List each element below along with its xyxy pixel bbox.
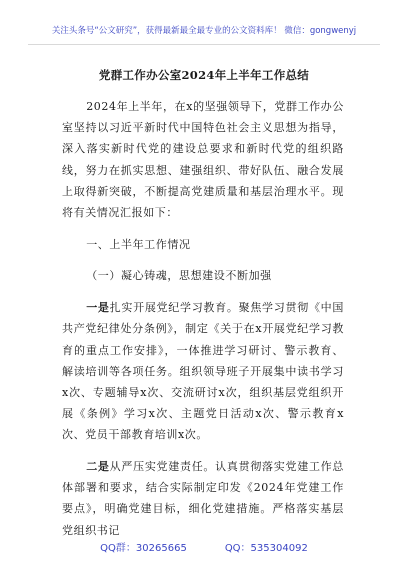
footer-qq-group: QQ群：30265665 (100, 543, 187, 554)
paragraph-two-lead: 二是 (86, 460, 110, 474)
paragraph-one-text: 扎实开展党纪学习教育。聚焦学习贯彻《中国共产党纪律处分条例》，制定《关于在x开展党纪学习教育的重点工作安排》，一体推进学习研讨、警示教育、解读培训等各项任务。组织领导班子开展集中读书学习x次、专题辅导x次、交流研讨x次，组织基层党组织开展《条例》学习x次、主题党日活动x次、警示教育x次、党员干部教育培训x次。 (62, 301, 344, 442)
document-title: 党群工作办公室2024年上半年工作总结 (98, 68, 310, 82)
section-heading: 一、上半年工作情况 (86, 237, 191, 251)
subsection-heading: （一）凝心铸魂，思想建设不断加强 (86, 269, 272, 283)
document-body (62, 96, 344, 541)
paragraph-two-text: 从严压实党建责任。认真贯彻落实党建工作总体部署和要求，结合实际制定印发《2024年党建工作要点》，明确党建目标，细化党建措施。严格落实基层党组织书记 (62, 460, 344, 537)
header-divider (28, 44, 380, 45)
paragraph-one (62, 297, 344, 445)
footer-contact (0, 539, 408, 554)
paragraph-two (62, 456, 344, 541)
footer-qq-number: QQ：535304092 (224, 543, 308, 554)
paragraph-one-lead: 一是 (86, 301, 110, 315)
intro-paragraph: 2024年上半年，在x的坚强领导下，党群工作办公室坚持以习近平新时代中国特色社会主义思想为指导，深入落实新时代党的建设总要求和新时代党的组织路线，努力在抓实思想、建强组织、带好队伍、融合发展上取得新突破，不断提高党建质量和基层治理水平。现将有关情况汇报如下： (62, 100, 344, 220)
header-promo-note: 关注头条号“公文研究”，获得最新最全最专业的公文资料库！ 微信：gongwenyj (51, 26, 357, 36)
